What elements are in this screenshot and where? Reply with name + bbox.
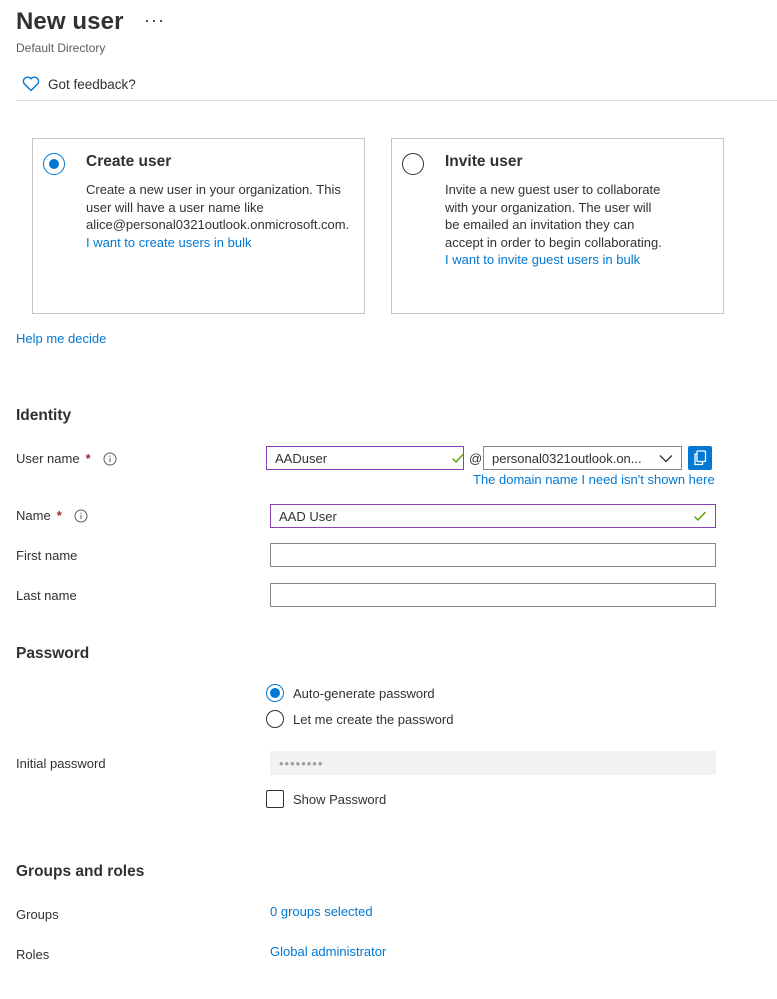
valid-check-icon <box>693 510 707 522</box>
copy-button[interactable] <box>688 446 712 470</box>
invite-user-description-text: Invite a new guest user to collaborate with your organization. The user will be emailed an invitation they can accept in order to begin collaborating. <box>445 182 662 250</box>
copy-icon <box>693 450 707 466</box>
create-bulk-link[interactable]: I want to create users in bulk <box>86 234 252 250</box>
initial-password-label: Initial password <box>16 756 106 771</box>
auto-generate-password-option[interactable] <box>266 684 435 702</box>
last-name-input-wrapper <box>270 583 716 607</box>
at-sign: @ <box>469 451 483 466</box>
groups-roles-section-title: Groups and roles <box>16 863 145 880</box>
more-options-button[interactable]: ··· <box>144 10 165 30</box>
domain-dropdown-value: personal0321outlook.on... <box>492 450 642 466</box>
page-title: New user <box>16 8 124 35</box>
username-label-text: User name <box>16 451 80 466</box>
page-subtitle: Default Directory <box>16 41 106 55</box>
create-password-label: Let me create the password <box>293 711 454 727</box>
show-password-checkbox[interactable] <box>266 790 284 808</box>
create-password-radio[interactable] <box>266 710 284 728</box>
groups-label: Groups <box>16 907 59 922</box>
feedback-button[interactable] <box>22 74 136 94</box>
username-label <box>16 451 117 466</box>
help-me-decide-link[interactable]: Help me decide <box>16 331 107 346</box>
domain-dropdown[interactable] <box>483 446 682 470</box>
info-icon[interactable] <box>74 509 88 523</box>
info-icon[interactable] <box>103 452 117 466</box>
create-user-radio-circle <box>43 153 65 175</box>
create-user-title: Create user <box>86 153 172 170</box>
invite-user-radio-circle <box>402 153 424 175</box>
invite-bulk-link[interactable]: I want to invite guest users in bulk <box>445 252 641 267</box>
required-indicator: * <box>85 451 91 466</box>
last-name-input[interactable] <box>279 588 707 603</box>
first-name-label: First name <box>16 548 78 563</box>
groups-selected-link[interactable]: 0 groups selected <box>270 904 373 919</box>
create-user-radio[interactable] <box>43 153 65 175</box>
create-user-description <box>86 181 358 251</box>
name-input-wrapper <box>270 504 716 528</box>
first-name-input-wrapper <box>270 543 716 567</box>
chevron-down-icon <box>659 454 673 463</box>
initial-password-field <box>270 751 716 775</box>
domain-not-shown-link[interactable]: The domain name I need isn't shown here <box>473 472 715 487</box>
initial-password-value: •••••••• <box>279 755 324 771</box>
auto-generate-radio[interactable] <box>266 684 284 702</box>
invite-user-description <box>445 181 665 269</box>
required-indicator: * <box>56 508 62 523</box>
name-label <box>16 508 88 523</box>
identity-section-title: Identity <box>16 407 72 424</box>
heart-icon <box>22 76 40 92</box>
command-bar-divider <box>16 100 777 101</box>
valid-check-icon <box>451 452 465 464</box>
show-password-option[interactable] <box>266 790 386 808</box>
feedback-label: Got feedback? <box>48 76 136 92</box>
create-user-card[interactable] <box>32 138 365 314</box>
username-input[interactable] <box>275 451 451 466</box>
invite-user-card[interactable] <box>391 138 724 314</box>
roles-link[interactable]: Global administrator <box>270 944 387 959</box>
auto-generate-label: Auto-generate password <box>293 685 435 701</box>
create-password-option[interactable] <box>266 710 453 728</box>
invite-user-title: Invite user <box>445 153 523 170</box>
show-password-label: Show Password <box>293 791 387 807</box>
username-input-wrapper <box>266 446 464 470</box>
create-user-description-text: Create a new user in your organization. This user will have a user name like alice@personal0321outlook.onmicrosoft.com. <box>86 182 350 232</box>
name-input[interactable] <box>279 509 693 524</box>
last-name-label: Last name <box>16 588 77 603</box>
first-name-input[interactable] <box>279 548 707 563</box>
invite-user-radio[interactable] <box>402 153 424 175</box>
password-section-title: Password <box>16 645 90 662</box>
name-label-text: Name <box>16 508 51 523</box>
roles-label: Roles <box>16 947 50 962</box>
